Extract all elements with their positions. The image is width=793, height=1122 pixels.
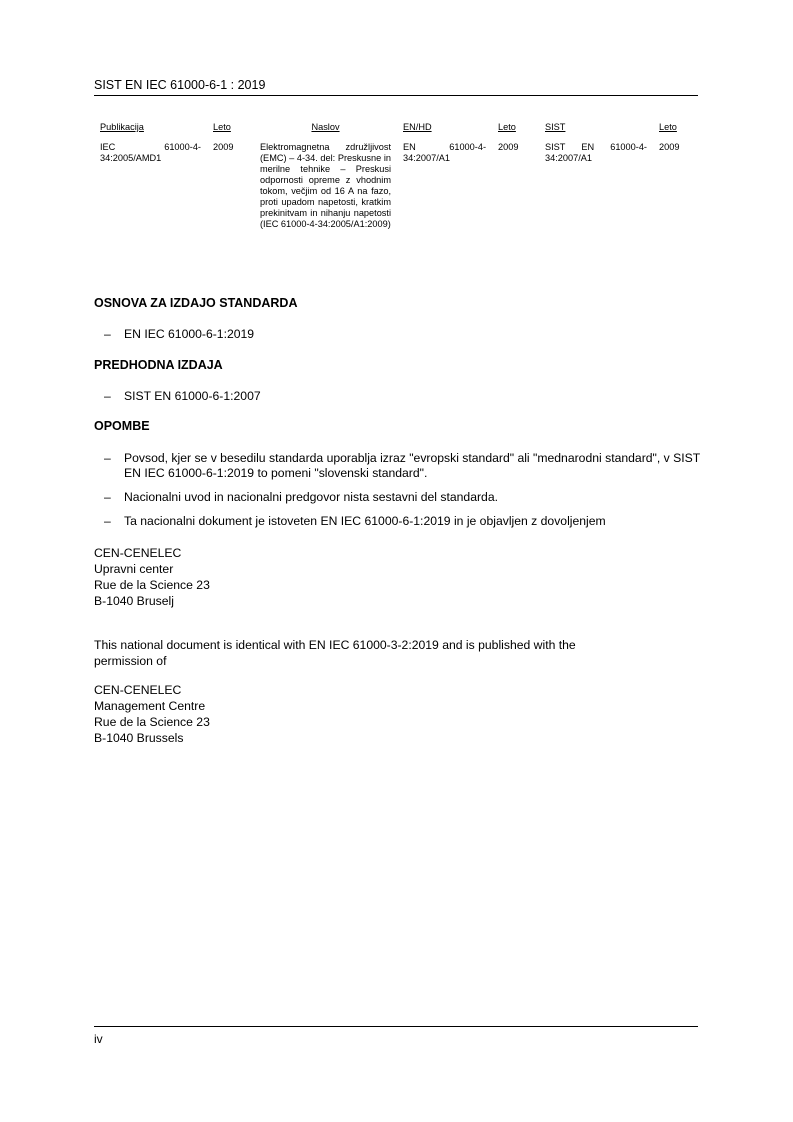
table-header-row — [94, 119, 698, 142]
opombe-item-3 — [94, 514, 704, 529]
cell-leto-enhd: 2009 — [498, 142, 519, 152]
list-item — [94, 451, 704, 481]
osnova-list — [94, 327, 704, 342]
opombe-item-1 — [94, 451, 704, 481]
cell-leto: 2009 — [213, 142, 234, 152]
table-row — [94, 142, 698, 230]
address-line: B-1040 Brussels — [94, 731, 184, 745]
predhodna-list — [94, 389, 704, 404]
address-slovenian — [94, 545, 704, 609]
list-item — [94, 514, 704, 529]
dash-glyph: – — [104, 490, 111, 504]
address-line: Upravni center — [94, 562, 174, 576]
cell-publikacija: IEC 61000-4-34:2005/AMD1 — [100, 142, 201, 163]
col-sist: SIST — [545, 122, 566, 132]
dash-glyph: – — [104, 451, 111, 465]
address-line: B-1040 Bruselj — [94, 594, 174, 608]
publications-table — [94, 119, 698, 230]
english-note: This national document is identical with EN IEC 61000-3-2:2019 and is published with the permission of — [94, 638, 576, 668]
footer-rule — [94, 1026, 698, 1027]
opombe-section — [94, 419, 704, 433]
list-item-text: Nacionalni uvod in nacionalni predgovor nista sestavni del standarda. — [124, 490, 498, 504]
cell-leto-sist: 2009 — [659, 142, 680, 152]
address-line: CEN-CENELEC — [94, 546, 182, 560]
address-line: CEN-CENELEC — [94, 683, 182, 697]
cell-sist: SIST EN 61000-4-34:2007/A1 — [545, 142, 647, 163]
list-item — [94, 327, 704, 342]
osnova-heading: OSNOVA ZA IZDAJO STANDARDA — [94, 296, 298, 310]
osnova-section — [94, 296, 704, 310]
opombe-heading: OPOMBE — [94, 419, 150, 433]
cell-naslov: Elektromagnetna združljivost (EMC) – 4-34. del: Preskusne in merilne tehnike – Preskusi odpornosti opreme z vhodnim tokom, večjim od 16 A na fazo, proti upadom napetosti, kratkim prekinitvam in nihanju napetosti (IEC 61000-4-34:2005/A1:2009) — [260, 142, 391, 229]
predhodna-section — [94, 358, 704, 372]
document-header-title: SIST EN IEC 61000-6-1 : 2019 — [94, 78, 266, 92]
col-leto: Leto — [213, 122, 231, 132]
address-line: Rue de la Science 23 — [94, 578, 210, 592]
page-number: iv — [94, 1032, 103, 1046]
header-rule — [94, 95, 698, 96]
col-enhd: EN/HD — [403, 122, 432, 132]
list-item-text: EN IEC 61000-6-1:2019 — [124, 327, 255, 341]
list-item-text: Povsod, kjer se v besedilu standarda uporablja izraz "evropski standard" ali "mednarodni standard", v SIST EN IEC 61000-6-1:2019 to pomeni "slovenski standard". — [124, 451, 700, 480]
list-item — [94, 389, 704, 404]
col-naslov: Naslov — [311, 122, 340, 132]
col-leto-sist: Leto — [659, 122, 677, 132]
list-item — [94, 490, 704, 505]
dash-glyph: – — [104, 389, 111, 403]
list-item-text: Ta nacionalni dokument je istoveten EN IEC 61000-6-1:2019 in je objavljen z dovoljenjem — [124, 514, 606, 528]
address-line: Management Centre — [94, 699, 206, 713]
dash-glyph: – — [104, 327, 111, 341]
cell-enhd: EN 61000-4-34:2007/A1 — [403, 142, 486, 163]
col-leto-enhd: Leto — [498, 122, 516, 132]
dash-glyph: – — [104, 514, 111, 528]
predhodna-heading: PREDHODNA IZDAJA — [94, 358, 223, 372]
address-english — [94, 682, 704, 746]
list-item-text: SIST EN 61000-6-1:2007 — [124, 389, 261, 403]
opombe-item-2 — [94, 490, 704, 505]
col-publikacija: Publikacija — [100, 122, 144, 132]
address-line: Rue de la Science 23 — [94, 715, 210, 729]
